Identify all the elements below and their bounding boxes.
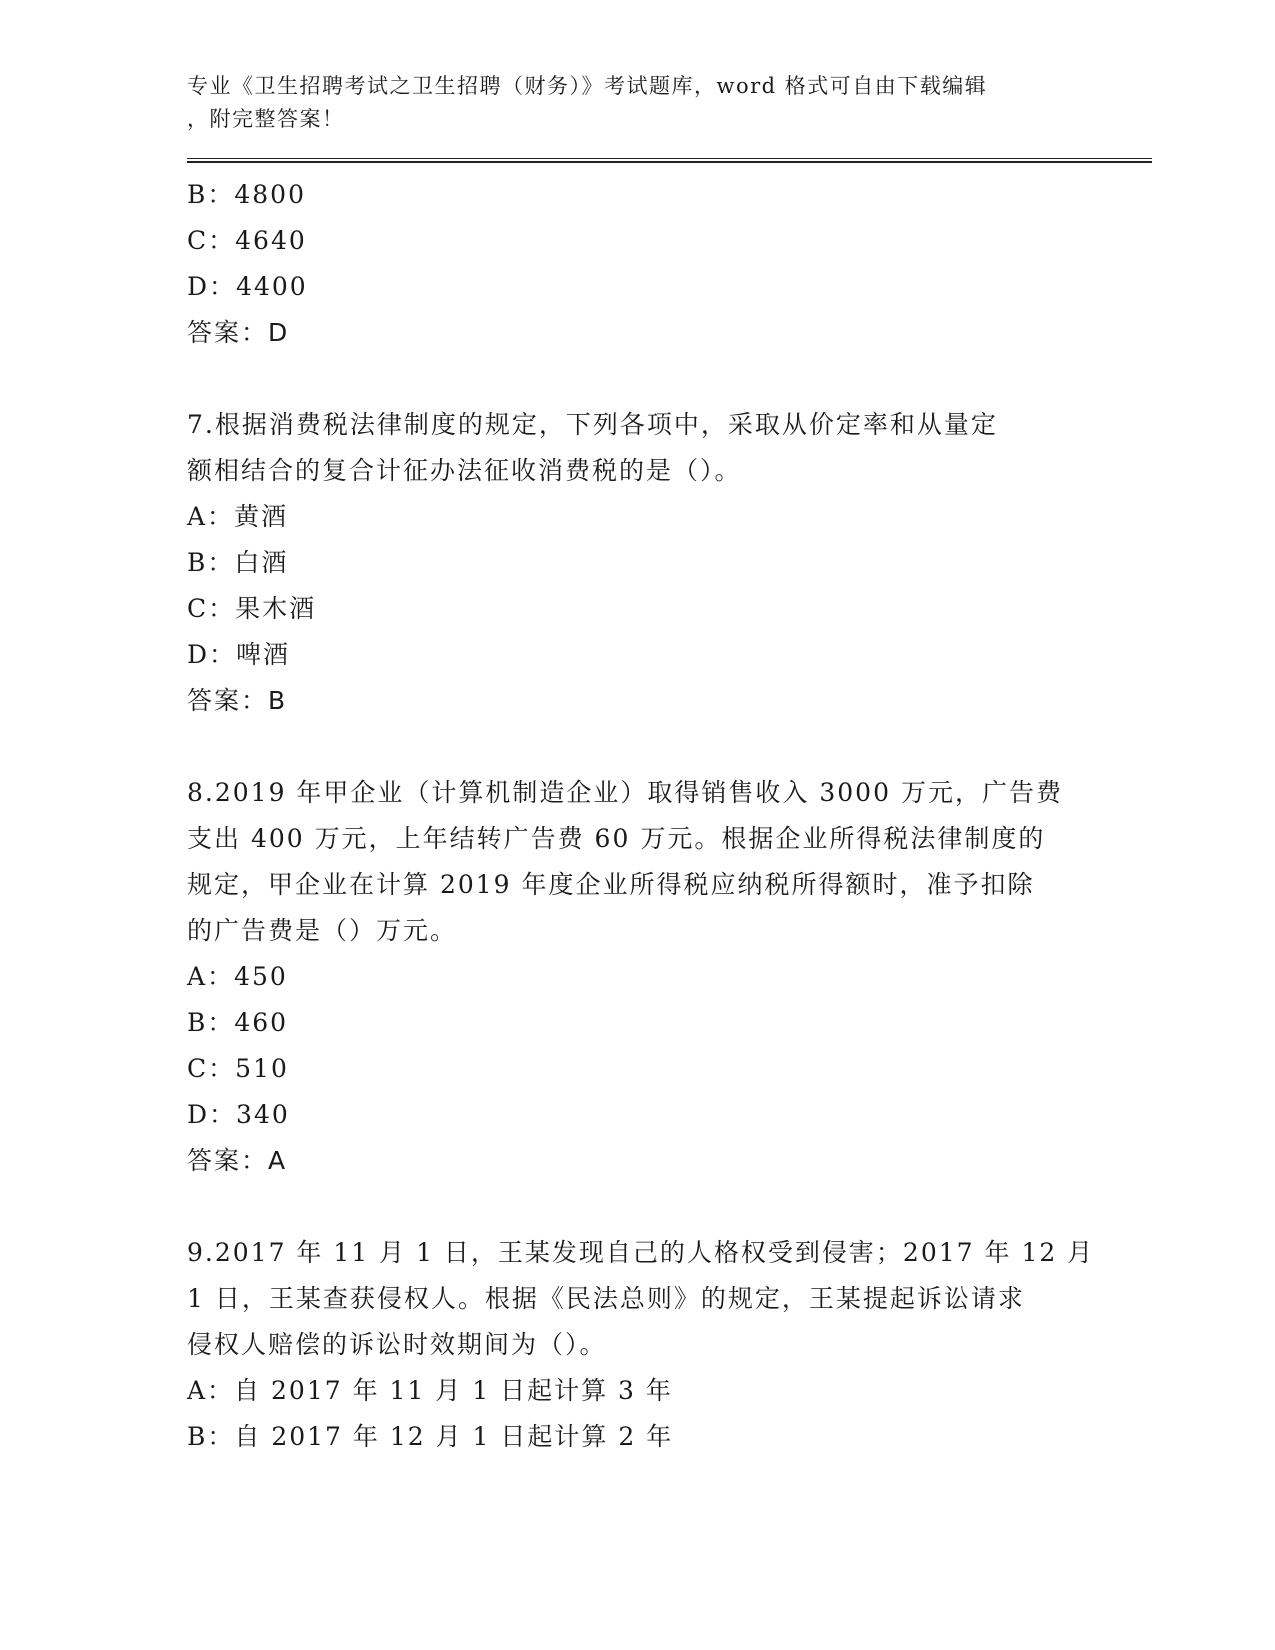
option-b: B：白酒: [187, 548, 289, 577]
option-b: B：460: [187, 1008, 289, 1037]
question-text-line: 8.2019 年甲企业（计算机制造企业）取得销售收入 3000 万元，广告费: [187, 778, 1063, 807]
question-text-line: 支出 400 万元，上年结转广告费 60 万元。根据企业所得税法律制度的: [187, 824, 1046, 853]
question-text-line: 侵权人赔偿的诉讼时效期间为（）。: [187, 1330, 607, 1359]
question-7: [187, 402, 1152, 724]
option-c: C：4640: [187, 226, 307, 255]
option-d: D：340: [187, 1100, 290, 1129]
header-divider: [187, 158, 1152, 163]
header-line-1: 专业《卫生招聘考试之卫生招聘（财务）》考试题库，word 格式可自由下载编辑: [187, 74, 988, 98]
question-list: [187, 172, 1152, 1460]
question-text-line: 规定，甲企业在计算 2019 年度企业所得税应纳税所得额时，准予扣除: [187, 870, 1035, 899]
answer-label: 答案：B: [187, 686, 288, 715]
question-6: [187, 172, 1152, 356]
spacer: [187, 724, 1152, 770]
question-text-line: 的广告费是（）万元。: [187, 916, 458, 945]
question-text-line: 额相结合的复合计征办法征收消费税的是（）。: [187, 456, 742, 485]
page-header: [187, 70, 1067, 136]
option-a: A：自 2017 年 11 月 1 日起计算 3 年: [187, 1376, 673, 1405]
question-text-line: 7.根据消费税法律制度的规定，下列各项中，采取从价定率和从量定: [187, 410, 998, 439]
document-page: [187, 70, 1152, 1460]
option-a: A：450: [187, 962, 288, 991]
option-b: B：4800: [187, 180, 306, 209]
question-9: [187, 1230, 1152, 1460]
question-8: [187, 770, 1152, 1184]
option-a: A：黄酒: [187, 502, 289, 531]
question-text-line: 9.2017 年 11 月 1 日，王某发现自己的人格权受到侵害；2017 年 12 月: [187, 1238, 1095, 1267]
spacer: [187, 356, 1152, 402]
option-b: B：自 2017 年 12 月 1 日起计算 2 年: [187, 1422, 674, 1451]
option-d: D：4400: [187, 272, 308, 301]
answer-label: 答案：A: [187, 1146, 288, 1175]
spacer: [187, 1184, 1152, 1230]
header-line-2: ，附完整答案！: [187, 107, 345, 131]
option-c: C：果木酒: [187, 594, 317, 623]
option-c: C：510: [187, 1054, 289, 1083]
question-text-line: 1 日，王某查获侵权人。根据《民法总则》的规定，王某提起诉讼请求: [187, 1284, 1025, 1313]
option-d: D：啤酒: [187, 640, 291, 669]
answer-label: 答案：D: [187, 318, 290, 347]
